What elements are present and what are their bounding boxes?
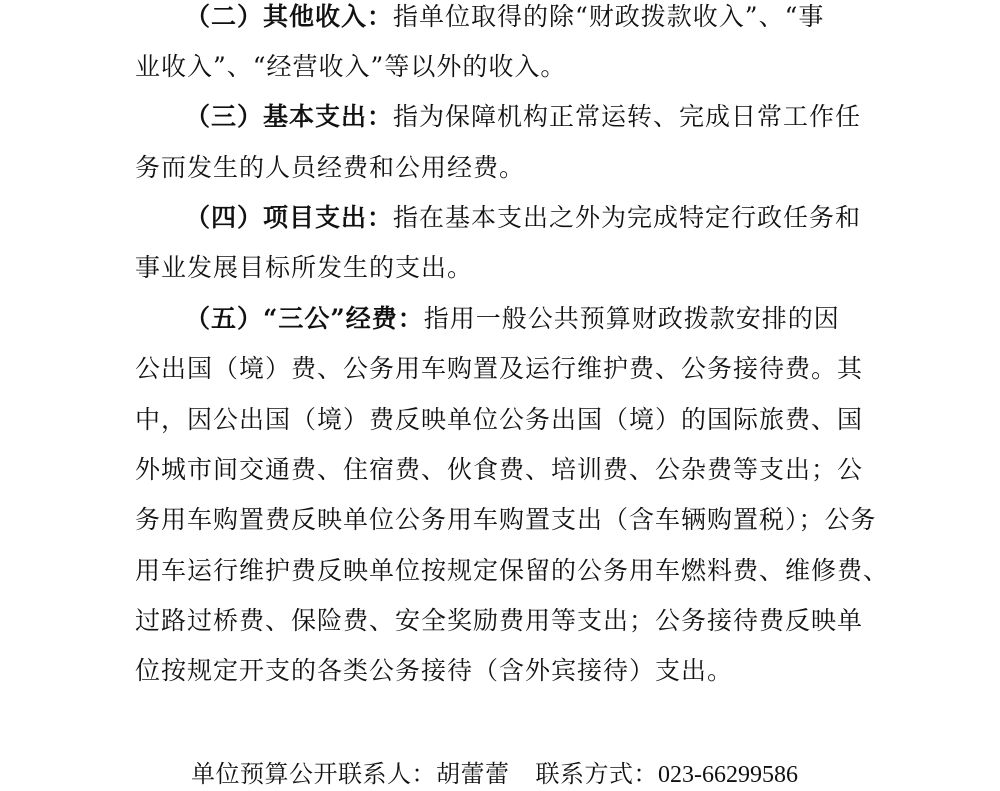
paragraph-text: 事业发展目标所发生的支出。 bbox=[135, 253, 474, 282]
paragraph-text: 公出国（境）费、公务用车购置及运行维护费、公务接待费。其 bbox=[135, 354, 864, 383]
budget-contact-line bbox=[191, 758, 798, 791]
paragraph-text: 业收入”、“经营收入”等以外的收入。 bbox=[135, 52, 567, 81]
paragraph-three-public-line-3 bbox=[135, 403, 895, 437]
paragraph-other-income-line-2 bbox=[135, 50, 895, 84]
paragraph-text: 过路过桥费、保险费、安全奖励费用等支出；公务接待费反映单 bbox=[135, 606, 864, 635]
paragraph-other-income-line-1 bbox=[185, 0, 895, 34]
paragraph-text: 中，因公出国（境）费反映单位公务出国（境）的国际旅费、国 bbox=[135, 405, 864, 434]
contact-phone-number: 023-66299586 bbox=[658, 762, 798, 788]
paragraph-three-public-line-5 bbox=[135, 503, 895, 537]
paragraph-project-expenditure-line-2 bbox=[135, 251, 895, 285]
paragraph-text: 指用一般公共预算财政拨款安排的因 bbox=[423, 304, 840, 333]
paragraph-text: 指单位取得的除“财政拨款收入”、“事 bbox=[393, 2, 825, 31]
contact-person-label: 单位预算公开联系人： bbox=[191, 760, 436, 788]
paragraph-three-public-line-2 bbox=[135, 352, 895, 386]
paragraph-three-public-line-4 bbox=[135, 453, 895, 487]
contact-person-name: 胡蕾蕾 bbox=[436, 760, 510, 788]
term-three-public-expenses: （五）“三公”经费： bbox=[185, 304, 424, 333]
paragraph-three-public-line-8 bbox=[135, 654, 895, 688]
term-project-expenditure: （四）项目支出： bbox=[185, 203, 394, 232]
paragraph-three-public-line-6 bbox=[135, 554, 895, 588]
paragraph-three-public-line-7 bbox=[135, 604, 895, 638]
paragraph-text: 务而发生的人员经费和公用经费。 bbox=[135, 153, 526, 182]
paragraph-text: 务用车购置费反映单位公务用车购置支出（含车辆购置税）；公务 bbox=[135, 505, 877, 534]
contact-method-label: 联系方式： bbox=[535, 760, 658, 788]
paragraph-text: 用车运行维护费反映单位按规定保留的公务用车燃料费、维修费、 bbox=[135, 556, 890, 585]
paragraph-project-expenditure-line-1 bbox=[185, 201, 895, 235]
paragraph-text: 外城市间交通费、住宿费、伙食费、培训费、公杂费等支出；公 bbox=[135, 455, 864, 484]
paragraph-basic-expenditure-line-1 bbox=[185, 100, 895, 134]
term-basic-expenditure: （三）基本支出： bbox=[185, 102, 394, 131]
paragraph-basic-expenditure-line-2 bbox=[135, 151, 895, 185]
paragraph-text: 指在基本支出之外为完成特定行政任务和 bbox=[393, 203, 862, 232]
paragraph-three-public-line-1 bbox=[185, 302, 895, 336]
paragraph-text: 指为保障机构正常运转、完成日常工作任 bbox=[393, 102, 862, 131]
term-other-income: （二）其他收入： bbox=[185, 2, 394, 31]
paragraph-text: 位按规定开支的各类公务接待（含外宾接待）支出。 bbox=[135, 656, 734, 685]
